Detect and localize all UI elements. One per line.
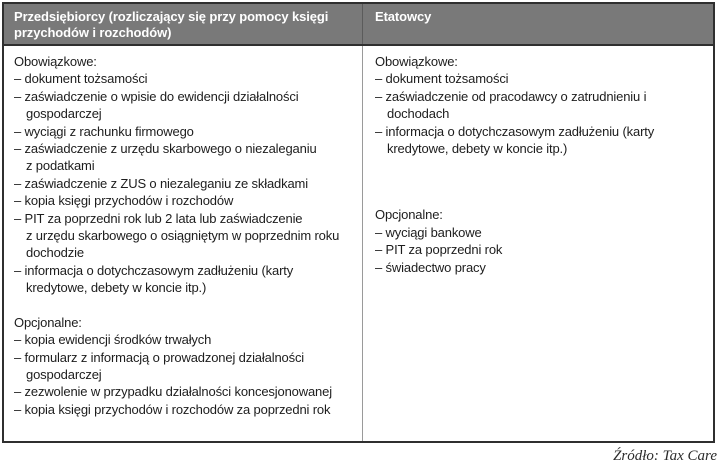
- list-item: – dokument tożsamości: [375, 71, 509, 87]
- list-item: – informacja o dotychczasowym zadłużeniu (karty kredytowe, debety w koncie itp.): [14, 262, 294, 296]
- header-cell-entrepreneurs: Przedsiębiorcy (rozliczający się przy pomocy księgi przychodów i rozchodów): [4, 4, 363, 44]
- list-item: – formularz z informacją o prowadzonej działalności gospodarczej: [14, 349, 305, 382]
- list-item: – wyciągi bankowe: [375, 224, 482, 240]
- section-label-mandatory: Obowiązkowe:: [375, 54, 458, 69]
- list-item: – PIT za poprzedni rok: [375, 242, 503, 258]
- list-item: – wyciągi z rachunku firmowego: [14, 123, 194, 139]
- list-item: – zaświadczenie o wpisie do ewidencji działalności gospodarczej: [14, 88, 299, 122]
- list-item: – kopia ewidencji środków trwałych: [14, 332, 212, 348]
- section-label-optional: Opcjonalne:: [14, 314, 82, 330]
- list-item: – zaświadczenie od pracodawcy o zatrudnieniu i dochodach: [375, 88, 647, 122]
- header-cell-employees: Etatowcy: [375, 9, 432, 24]
- cell-entrepreneurs: [4, 46, 363, 441]
- list-item: – dokument tożsamości: [14, 71, 148, 87]
- table-body-row: [4, 46, 713, 441]
- list-item: – zaświadczenie z ZUS o niezaleganiu ze składkami: [14, 175, 308, 191]
- list-item: – zaświadczenie z urzędu skarbowego o niezaleganiu z podatkami: [14, 141, 317, 174]
- list-item: – kopia księgi przychodów i rozchodów za poprzedni rok: [14, 401, 331, 417]
- section-label-optional: Opcjonalne:: [375, 207, 443, 223]
- source-caption: Źródło: Tax Care: [613, 448, 717, 464]
- list-item: – zezwolenie w przypadku działalności koncesjonowanej: [14, 384, 332, 400]
- list-item: – informacja o dotychczasowym zadłużeniu (karty kredytowe, debety w koncie itp.): [375, 123, 655, 157]
- list-item: – świadectwo pracy: [375, 259, 486, 275]
- cell-employees: [363, 46, 713, 441]
- list-item: – kopia księgi przychodów i rozchodów: [14, 193, 234, 209]
- comparison-table: [2, 2, 715, 443]
- section-label-mandatory: Obowiązkowe:: [14, 54, 97, 69]
- list-item: – PIT za poprzedni rok lub 2 lata lub zaświadczenie z urzędu skarbowego o osiągniętym w poprzednim roku dochodzie: [14, 210, 340, 261]
- table-header-row: [4, 4, 713, 46]
